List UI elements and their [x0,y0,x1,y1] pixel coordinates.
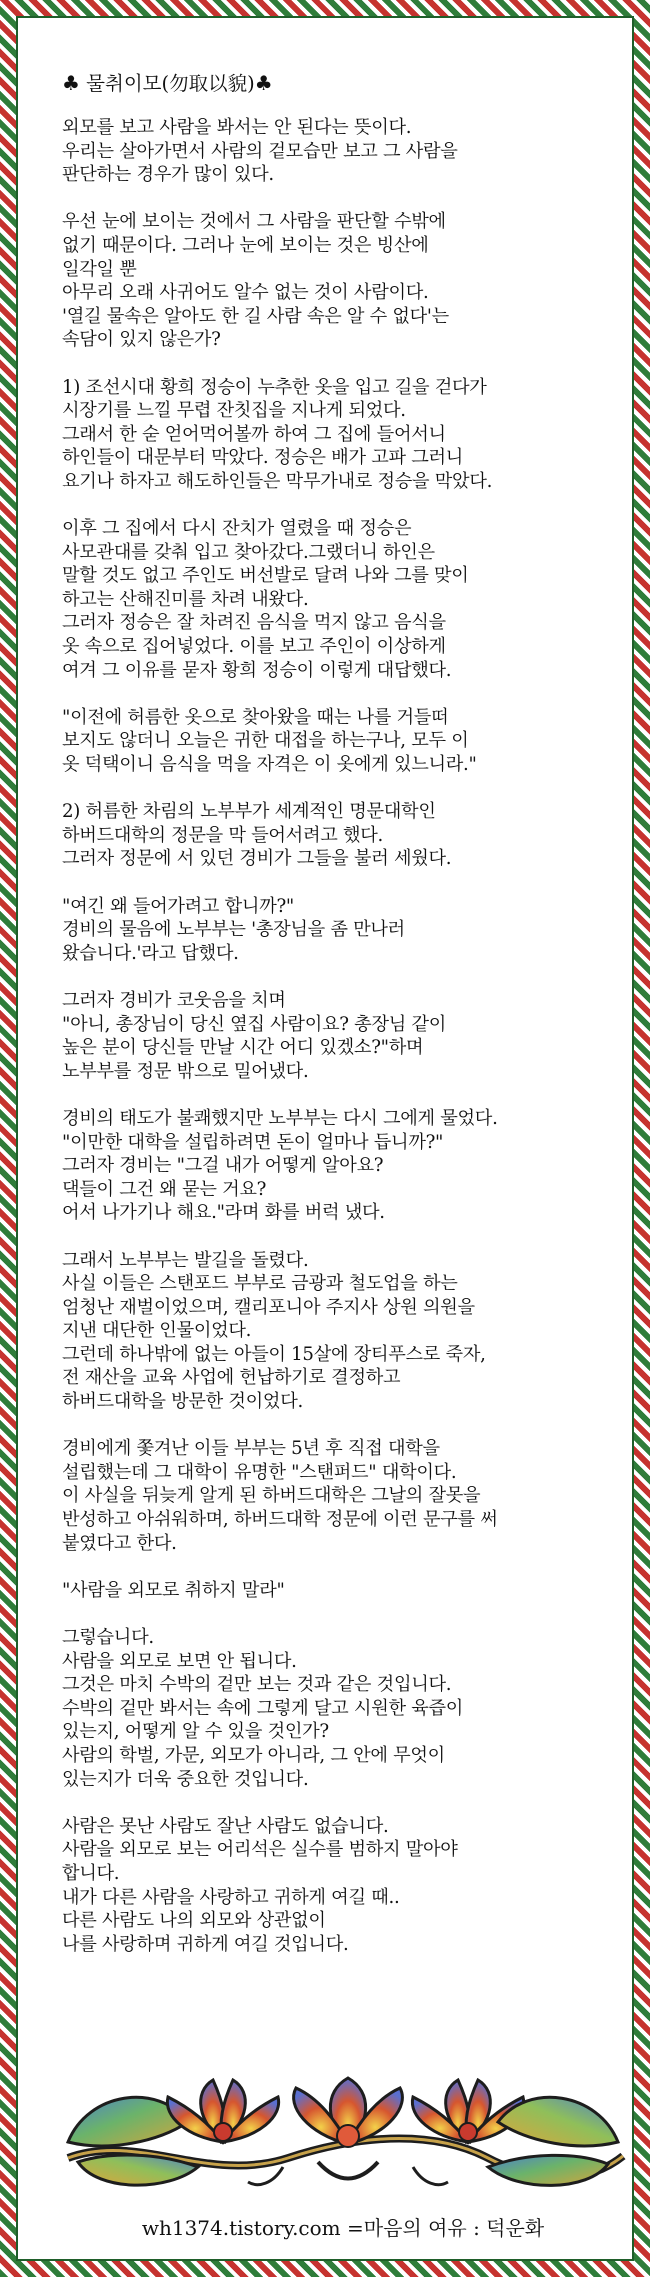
text-line: 아무리 오래 사귀어도 알수 없는 것이 사람이다. [62,282,429,304]
club-suit-icon: ♣ [62,71,80,95]
text-line: 그것은 마치 수박의 겉만 보는 것과 같은 것입니다. [62,1674,452,1696]
paragraph [62,1249,636,1414]
text-line: 전 재산을 교육 사업에 헌납하기로 결정하고 [62,1367,401,1389]
text-line: 댁들이 그건 왜 묻는 거요? [62,1178,267,1200]
paragraph [62,706,636,777]
text-line: 일각일 뿐 [62,258,137,280]
text-line: "여긴 왜 들어가려고 합니까?" [62,895,294,917]
text-line: 있는지, 어떻게 알 수 있을 것인가? [62,1721,329,1743]
text-line: 왔습니다.'라고 답했다. [62,942,239,964]
paragraph [62,1107,636,1225]
article-body [62,116,636,1980]
paragraph [62,376,636,494]
document-page [48,44,638,2269]
paragraph [62,800,636,871]
text-line: 내가 다른 사람을 사랑하고 귀하게 여길 때.. [62,1886,400,1908]
text-line: 사실 이들은 스탠포드 부부로 금광과 철도업을 하는 [62,1273,458,1295]
text-line: 옷 덕택이니 음식을 먹을 자격은 이 옷에게 있느니라." [62,754,477,776]
text-line: 나를 사랑하며 귀하게 여길 것입니다. [62,1933,349,1955]
text-line: "이만한 대학을 설립하려면 돈이 얼마나 듭니까?" [62,1131,444,1153]
title-text: 물취이모(勿取以貌) [86,72,255,95]
text-line: 이후 그 집에서 다시 잔치가 열렸을 때 정승은 [62,518,412,540]
text-line: 엄청난 재벌이었으며, 캘리포니아 주지사 상원 의원을 [62,1296,475,1318]
text-line: 높은 분이 당신들 만날 시간 어디 있겠소?"하며 [62,1037,424,1059]
text-line: 그렇습니다. [62,1627,154,1648]
text-line: 그런데 하나밖에 없는 아들이 15살에 장티푸스로 죽자, [62,1343,486,1365]
text-line: 그러자 정문에 서 있던 경비가 그들을 불러 세웠다. [62,848,452,870]
text-line: 하고는 산해진미를 차려 내왔다. [62,588,309,610]
paragraph [62,116,636,187]
text-line: 설립했는데 그 대학이 유명한 "스탠퍼드" 대학이다. [62,1461,457,1483]
text-line: 그러자 경비는 "그걸 내가 어떻게 알아요? [62,1155,384,1177]
flower-vine-ornament [48,2072,638,2192]
text-line: 옷 속으로 집어넣었다. 이를 보고 주인이 이상하게 [62,636,446,658]
text-line: 그러자 경비가 코웃음을 치며 [62,989,286,1011]
text-line: 말할 것도 없고 주인도 버선발로 달려 나와 그를 맞이 [62,565,469,587]
text-line: 어서 나가기나 해요."라며 화를 버럭 냈다. [62,1202,385,1224]
text-line: 사모관대를 갖춰 입고 찾아갔다.그랬더니 하인은 [62,541,435,563]
text-line: 2) 허름한 차림의 노부부가 세계적인 명문대학인 [62,801,436,823]
text-line: 여겨 그 이유를 묻자 황희 정승이 이렇게 대답했다. [62,659,452,681]
text-line: 하인들이 대문부터 막았다. 정승은 배가 고파 그러니 [62,447,464,469]
text-line: 하버드대학의 정문을 막 들어서려고 했다. [62,824,383,846]
text-line: 사람을 외모로 보면 안 됩니다. [62,1650,297,1672]
text-line: "이전에 허름한 옷으로 찾아왔을 때는 나를 거들떠 [62,706,449,728]
text-line: 붙였다고 한다. [62,1532,177,1554]
text-line: '열길 물속은 알아도 한 길 사람 속은 알 수 없다'는 [62,305,449,327]
text-line: "사람을 외모로 취하지 말라" [62,1579,285,1601]
paragraph [62,210,636,352]
paragraph [62,1579,636,1603]
text-line: 우선 눈에 보이는 것에서 그 사람을 판단할 수밖에 [62,211,446,233]
text-line: 경비의 태도가 불쾌했지만 노부부는 다시 그에게 물었다. [62,1107,498,1129]
text-line: 보지도 않더니 오늘은 귀한 대접을 하는구나, 모두 이 [62,730,469,752]
text-line: 외모를 보고 사람을 봐서는 안 된다는 뜻이다. [62,117,412,138]
paragraph [62,1626,636,1791]
text-line: 이 사실을 뒤늦게 알게 된 하버드대학은 그날의 잘못을 [62,1485,481,1507]
text-line: 경비에게 쫓겨난 이들 부부는 5년 후 직접 대학을 [62,1438,440,1460]
text-line: 사람을 외모로 보는 어리석은 실수를 범하지 말아야 [62,1839,458,1861]
text-line: 하버드대학을 방문한 것이었다. [62,1391,303,1413]
text-line: 수박의 겉만 봐서는 속에 그렇게 달고 시원한 육즙이 [62,1697,464,1719]
page-title [62,68,273,96]
text-line: 반성하고 아쉬워하며, 하버드대학 정문에 이런 문구를 써 [62,1509,498,1531]
club-suit-icon: ♣ [254,71,273,95]
text-line: 우리는 살아가면서 사람의 겉모습만 보고 그 사람을 [62,140,458,162]
text-line: 없기 때문이다. 그러나 눈에 보이는 것은 빙산에 [62,234,429,256]
text-line: 경비의 물음에 노부부는 '총장님을 좀 만나러 [62,919,405,941]
site-credit-footer: wh1374.tistory.com =마음의 여유 : 덕운화 [141,2216,545,2240]
paragraph [62,989,636,1083]
text-line: 합니다. [62,1862,120,1884]
paragraph [62,1437,636,1555]
text-line: 시장기를 느낄 무렵 잔칫집을 지나게 되었다. [62,400,406,422]
text-line: 속담이 있지 않은가? [62,329,221,351]
text-line: 사람의 학벌, 가문, 외모가 아니라, 그 안에 무엇이 [62,1744,445,1766]
paragraph [62,517,636,682]
text-line: 지낸 대단한 인물이었다. [62,1320,252,1342]
text-line: 있는지가 더욱 중요한 것입니다. [62,1768,309,1790]
text-line: 사람은 못난 사람도 잘난 사람도 없습니다. [62,1815,389,1837]
text-line: 판단하는 경우가 많이 있다. [62,164,274,186]
paragraph [62,895,636,966]
text-line: 그래서 한 숟 얻어먹어볼까 하여 그 집에 들어서니 [62,423,446,445]
content-panel [16,16,634,2261]
text-line: 1) 조선시대 황희 정승이 누추한 옷을 입고 길을 걷다가 [62,376,487,398]
text-line: 그러자 정승은 잘 차려진 음식을 먹지 않고 음식을 [62,612,446,634]
text-line: 그래서 노부부는 발길을 돌렸다. [62,1249,309,1271]
text-line: 노부부를 정문 밖으로 밀어냈다. [62,1060,309,1082]
paragraph [62,1815,636,1957]
text-line: 요기나 하자고 해도하인들은 막무가내로 정승을 막았다. [62,470,493,492]
text-line: "아니, 총장님이 당신 옆집 사람이요? 총장님 같이 [62,1013,446,1035]
text-line: 다른 사람도 나의 외모와 상관없이 [62,1910,326,1932]
